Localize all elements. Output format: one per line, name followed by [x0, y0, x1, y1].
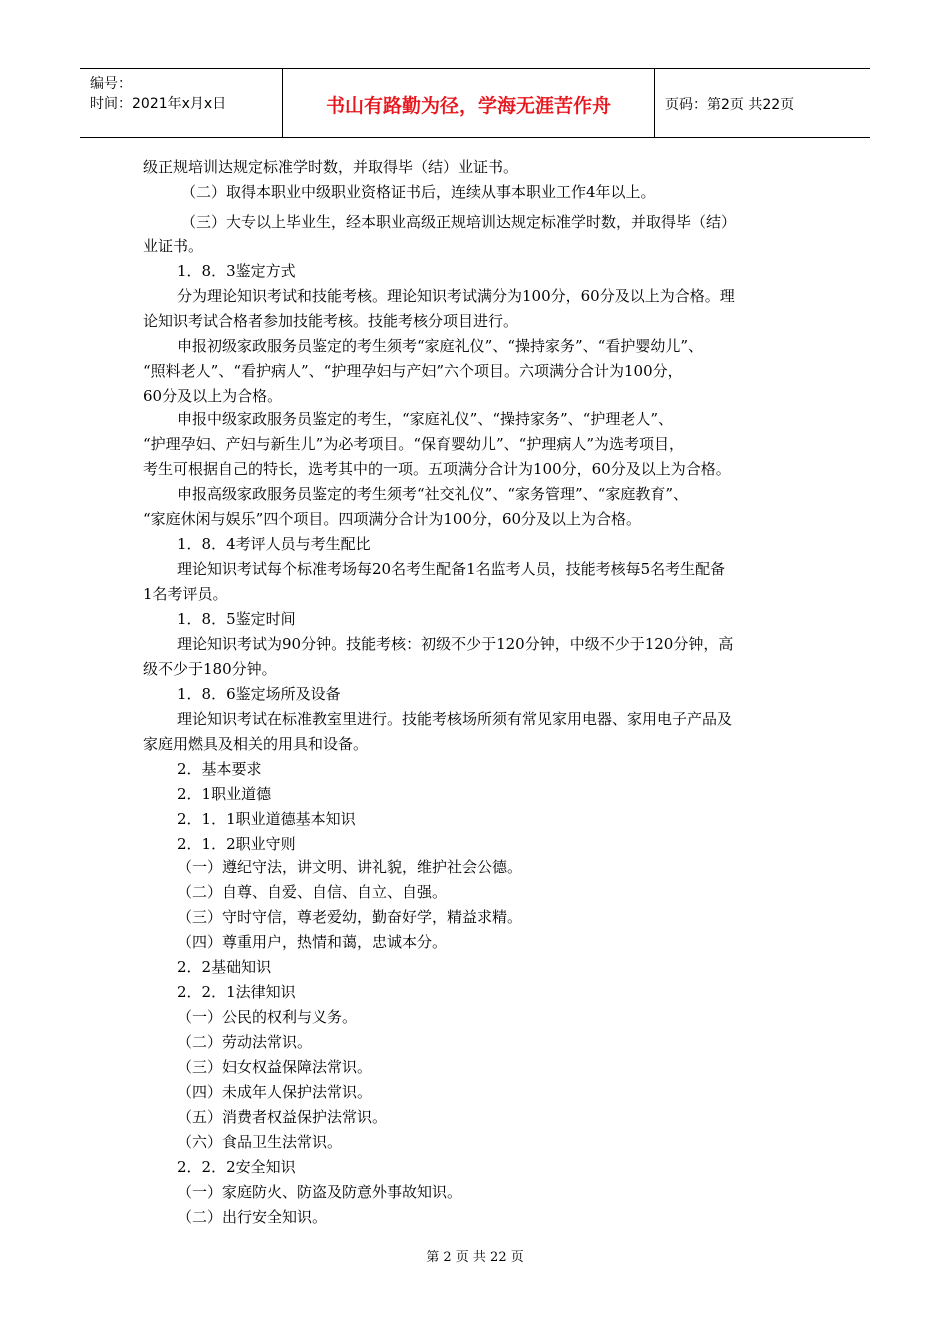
body-line: 家庭用燃具及相关的用具和设备。	[143, 735, 369, 753]
list-item: （一）遵纪守法，讲文明、讲礼貌，维护社会公德。	[177, 858, 523, 876]
section-heading: 2．基本要求	[177, 760, 262, 778]
body-line: 业证书。	[143, 237, 204, 255]
header-meta-cell	[80, 69, 283, 137]
header-motto-cell	[283, 69, 655, 137]
body-line: （二）取得本职业中级职业资格证书后，连续从事本职业工作4年以上。	[181, 183, 656, 201]
body-line: 分为理论知识考试和技能考核。理论知识考试满分为100分，60分及以上为合格。理	[177, 287, 735, 305]
body-line: 1名考评员。	[143, 585, 228, 603]
body-line: 60分及以上为合格。	[143, 387, 283, 405]
section-heading: 2．1职业道德	[177, 785, 272, 803]
body-line: 理论知识考试为90分钟。技能考核：初级不少于120分钟，中级不少于120分钟，高	[177, 635, 734, 653]
section-heading: 1．8．6鉴定场所及设备	[177, 685, 341, 703]
list-item: （五）消费者权益保护法常识。	[177, 1108, 388, 1126]
section-heading: 2．1．1职业道德基本知识	[177, 810, 356, 828]
list-item: （三）妇女权益保障法常识。	[177, 1058, 373, 1076]
list-item: （二）劳动法常识。	[177, 1033, 313, 1051]
list-item: （一）家庭防火、防盗及防意外事故知识。	[177, 1183, 463, 1201]
section-heading: 2．2．1法律知识	[177, 983, 296, 1001]
list-item: （二）出行安全知识。	[177, 1208, 328, 1226]
body-line: 级正规培训达规定标准学时数，并取得毕（结）业证书。	[143, 158, 519, 176]
section-heading: 1．8．3鉴定方式	[177, 262, 296, 280]
section-heading: 2．2．2安全知识	[177, 1158, 296, 1176]
body-line: “照料老人”、“看护病人”、“护理孕妇与产妇”六个项目。六项满分合计为100分，	[143, 362, 683, 380]
document-number-label: 编号：	[90, 76, 132, 92]
body-line: “家庭休闲与娱乐”四个项目。四项满分合计为100分，60分及以上为合格。	[143, 510, 642, 528]
page-footer: 第 2 页 共 22 页	[426, 1250, 524, 1265]
header-page-cell	[655, 69, 870, 137]
body-line: 申报中级家政服务员鉴定的考生，“家庭礼仪”、“操持家务”、“护理老人”、	[177, 410, 674, 428]
section-heading: 1．8．5鉴定时间	[177, 610, 296, 628]
body-line: （三）大专以上毕业生，经本职业高级正规培训达规定标准学时数，并取得毕（结）	[181, 213, 737, 231]
list-item: （二）自尊、自爱、自信、自立、自强。	[177, 883, 448, 901]
document-date-label: 时间：2021年x月x日	[90, 96, 227, 112]
section-heading: 1．8．4考评人员与考生配比	[177, 535, 371, 553]
body-line: 理论知识考试在标准教室里进行。技能考核场所须有常见家用电器、家用电子产品及	[177, 710, 733, 728]
list-item: （六）食品卫生法常识。	[177, 1133, 343, 1151]
body-line: 论知识考试合格者参加技能考核。技能考核分项目进行。	[143, 312, 519, 330]
section-heading: 2．2基础知识	[177, 958, 272, 976]
body-line: 申报高级家政服务员鉴定的考生须考“社交礼仪”、“家务管理”、“家庭教育”、	[177, 485, 689, 503]
body-line: 级不少于180分钟。	[143, 660, 277, 678]
list-item: （四）尊重用户，热情和蔼，忠诚本分。	[177, 933, 448, 951]
document-header	[80, 68, 870, 138]
header-page-label: 页码：第2页 共22页	[665, 97, 795, 113]
list-item: （三）守时守信，尊老爱幼，勤奋好学，精益求精。	[177, 908, 523, 926]
list-item: （一）公民的权利与义务。	[177, 1008, 358, 1026]
body-line: 理论知识考试每个标准考场每20名考生配备1名监考人员，技能考核每5名考生配备	[177, 560, 726, 578]
body-line: 申报初级家政服务员鉴定的考生须考“家庭礼仪”、“操持家务”、“看护婴幼儿”、	[177, 337, 704, 355]
section-heading: 2．1．2职业守则	[177, 835, 296, 853]
list-item: （四）未成年人保护法常识。	[177, 1083, 373, 1101]
body-line: 考生可根据自己的特长，选考其中的一项。五项满分合计为100分，60分及以上为合格。	[143, 460, 731, 478]
body-line: “护理孕妇、产妇与新生儿”为必考项目。“保育婴幼儿”、“护理病人”为选考项目，	[143, 435, 685, 453]
header-motto: 书山有路勤为径，学海无涯苦作舟	[325, 95, 611, 117]
